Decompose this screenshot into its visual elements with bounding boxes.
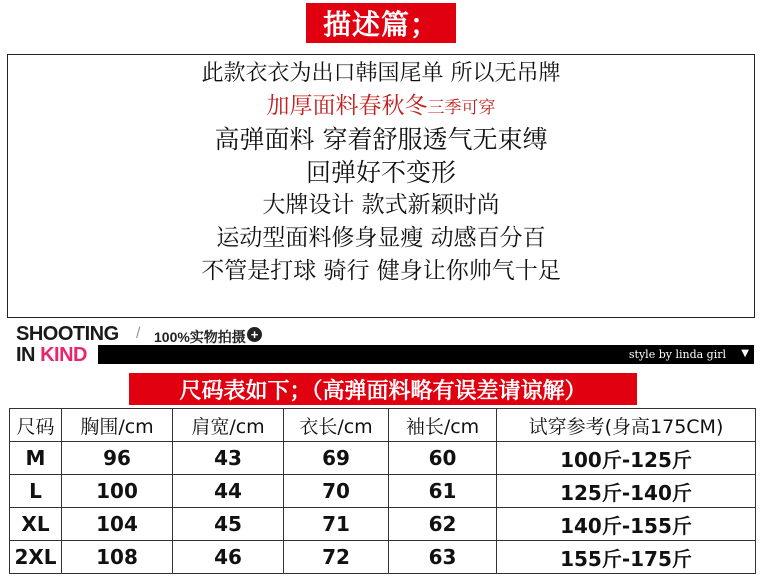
header-chest: 胸围/cm [62,409,173,442]
cell-weight-range: 100斤-125斤 [497,442,756,475]
cell-sleeve: 62 [389,508,497,541]
header-sleeve: 袖长/cm [389,409,497,442]
cell-weight-range: 140斤-155斤 [497,508,756,541]
cell-size: 2XL [10,541,62,574]
cell-size: XL [10,508,62,541]
real-photo-tag: 100%实物拍摄 [154,329,246,345]
cell-sleeve: 63 [389,541,497,574]
table-row [10,508,756,541]
cell-sleeve: 61 [389,475,497,508]
desc-line-sport: 运动型面料修身显瘦 动感百分百 [216,225,546,251]
size-table-header [10,409,756,442]
cell-shoulder: 44 [173,475,284,508]
plus-circle-icon: + [247,327,262,342]
shooting-word: SHOOTING [16,323,119,345]
title-banner: 描述篇； [306,3,456,43]
desc-fabric-seasons: 三季可穿 [427,98,496,118]
header-shoulder: 肩宽/cm [173,409,284,442]
table-row [10,541,756,574]
triangle-down-icon: ▼ [741,348,749,359]
desc-fabric-main: 加厚面料春秋冬 [266,93,428,119]
cell-chest: 108 [62,541,173,574]
desc-line-design: 大牌设计 款式新颖时尚 [262,192,500,218]
style-bar [98,345,754,364]
desc-line-rebound: 回弹好不变形 [305,158,456,187]
shooting-in-kind-header [16,323,756,367]
desc-line-fabric [8,90,754,123]
cell-length: 70 [284,475,389,508]
desc-line-origin: 此款衣衣为出口韩国尾单 所以无吊牌 [201,61,561,86]
header-size: 尺码 [10,409,62,442]
in-word: IN [16,344,41,366]
desc-line-usage: 不管是打球 骑行 健身让你帅气十足 [201,258,561,284]
cell-length: 72 [284,541,389,574]
slash-divider: / [136,325,141,342]
kind-word: KIND [40,344,87,366]
cell-size: L [10,475,62,508]
desc-line-elastic: 高弹面料 穿着舒服透气无束缚 [214,125,548,154]
header-fit-reference: 试穿参考(身高175CM) [497,409,756,442]
size-table [9,408,756,574]
cell-shoulder: 45 [173,508,284,541]
table-row [10,442,756,475]
cell-chest: 104 [62,508,173,541]
cell-shoulder: 43 [173,442,284,475]
cell-size: M [10,442,62,475]
cell-sleeve: 60 [389,442,497,475]
cell-length: 69 [284,442,389,475]
in-kind-word [16,344,87,367]
cell-shoulder: 46 [173,541,284,574]
cell-chest: 96 [62,442,173,475]
cell-chest: 100 [62,475,173,508]
description-box [7,54,755,318]
cell-weight-range: 155斤-175斤 [497,541,756,574]
style-credit: style by linda girl [628,348,726,361]
cell-weight-range: 125斤-140斤 [497,475,756,508]
size-chart-banner: 尺码表如下；（高弹面料略有误差请谅解） [129,373,637,405]
header-length: 衣长/cm [284,409,389,442]
cell-length: 71 [284,508,389,541]
table-row [10,475,756,508]
